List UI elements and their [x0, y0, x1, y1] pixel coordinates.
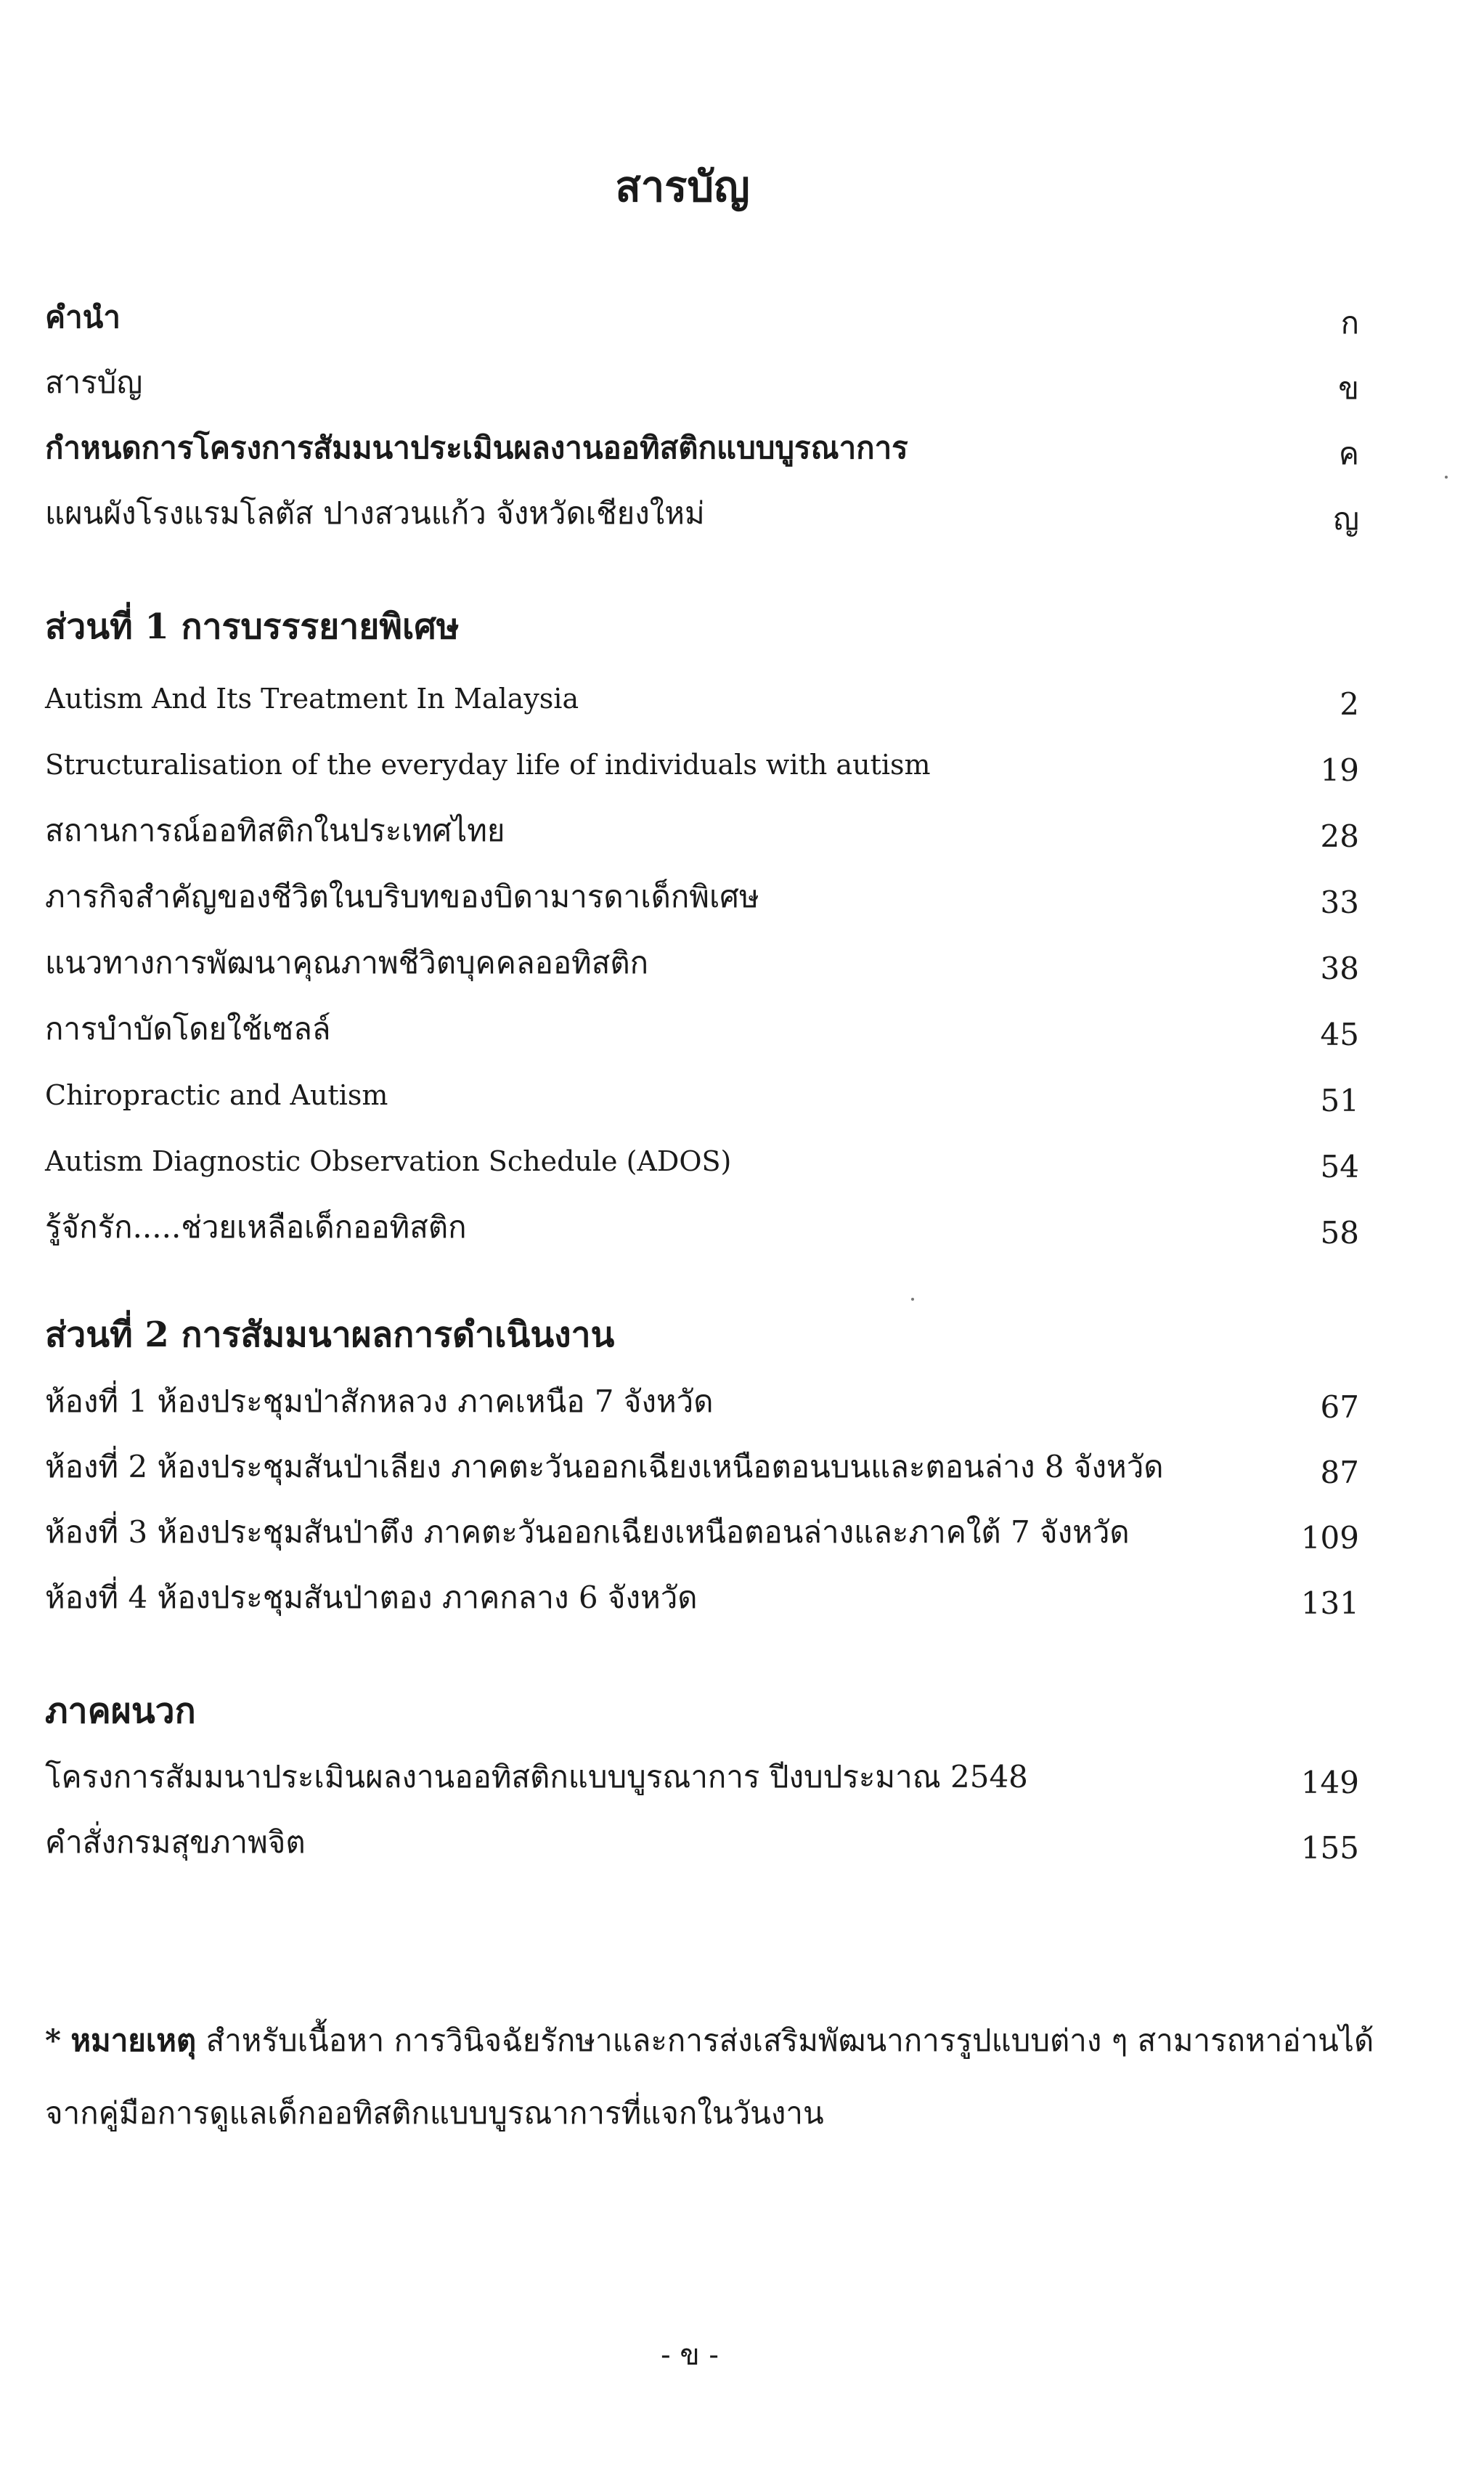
toc-entry-preface[interactable]	[45, 294, 1359, 341]
toc-entry-label: คำนำ	[45, 299, 121, 335]
toc-entry-label: สารบัญ	[45, 365, 143, 400]
toc-entry[interactable]	[45, 1006, 1359, 1052]
toc-entry[interactable]	[45, 1444, 1359, 1490]
toc-entry-label: ห้องที่ 1 ห้องประชุมป่าสักหลวง ภาคเหนือ 7 จังหวัด	[45, 1383, 714, 1419]
toc-entry[interactable]	[45, 808, 1359, 854]
page-number-footer: - ข -	[661, 2338, 719, 2372]
toc-entry-label: คำสั่งกรมสุขภาพจิต	[45, 1824, 306, 1860]
toc-entry-page: 33	[1320, 885, 1359, 920]
toc-entry[interactable]	[45, 874, 1359, 920]
toc-entry-label: รู้จักรัก.....ช่วยเหลือเด็กออทิสติก	[45, 1209, 467, 1245]
toc-entry-page: ญ	[1333, 501, 1359, 537]
toc-entry[interactable]	[45, 1819, 1359, 1866]
toc-entry-page: 51	[1320, 1083, 1359, 1118]
toc-entry-label: โครงการสัมมนาประเมินผลงานออทิสติกแบบบูรณาการ ปีงบประมาณ 2548	[45, 1759, 1028, 1795]
page-title: สารบัญ	[615, 162, 750, 211]
toc-entry-label: แผนผังโรงแรมโลตัส ปางสวนแก้ว จังหวัดเชียงใหม่	[45, 495, 705, 531]
toc-entry[interactable]	[45, 675, 1359, 722]
toc-entry-label: สถานการณ์ออทิสติกในประเทศไทย	[45, 813, 505, 848]
toc-entry[interactable]	[45, 1509, 1359, 1556]
section-heading-appendix: ภาคผนวก	[45, 1691, 196, 1731]
footnote-label: หมายเหตุ	[70, 2023, 197, 2058]
toc-entry-page: 87	[1320, 1455, 1359, 1490]
toc-entry-page: 38	[1320, 951, 1359, 986]
toc-entry[interactable]	[45, 1754, 1359, 1800]
section-heading-part1: ส่วนที่ 1 การบรรรยายพิเศษ	[45, 606, 460, 647]
toc-entry-label: การบำบัดโดยใช้เซลล์	[45, 1011, 331, 1047]
toc-entry[interactable]	[45, 1072, 1359, 1118]
toc-entry[interactable]	[45, 1574, 1359, 1621]
scan-speck	[1445, 476, 1448, 479]
toc-entry[interactable]	[45, 1204, 1359, 1251]
toc-entry-page: ค	[1338, 436, 1359, 471]
toc-entry-page: 2	[1340, 686, 1359, 722]
toc-entry-label: กำหนดการโครงการสัมมนาประเมินผลงานออทิสติกแบบบูรณาการ	[45, 430, 908, 466]
toc-entry-page: 54	[1320, 1149, 1359, 1184]
toc-entry-page: 67	[1320, 1389, 1359, 1425]
footnote-text: สำหรับเนื้อหา การวินิจฉัยรักษาและการส่งเสริมพัฒนาการรูปแบบต่าง ๆ สามารถหาอ่านได้จากคู่มือการดูแลเด็กออทิสติกแบบบูรณาการที่แจกในวันงาน	[45, 2023, 1374, 2131]
toc-entry[interactable]	[45, 1378, 1359, 1425]
toc-entry-label: Autism And Its Treatment In Malaysia	[45, 683, 579, 715]
toc-entry-page: 109	[1300, 1520, 1359, 1556]
toc-entry-label: แนวทางการพัฒนาคุณภาพชีวิตบุคคลออทิสติก	[45, 945, 649, 980]
toc-entry-page: 28	[1320, 818, 1359, 854]
toc-entry-contents[interactable]	[45, 359, 1359, 406]
footnote	[45, 2004, 1395, 2150]
toc-entry-page: 131	[1300, 1585, 1359, 1621]
toc-entry-label: Autism Diagnostic Observation Schedule (ADOS)	[45, 1145, 732, 1177]
toc-entry-hotel-map[interactable]	[45, 490, 1359, 537]
footnote-marker: *	[45, 2023, 61, 2058]
toc-entry-label: Structuralisation of the everyday life of individuals with autism	[45, 749, 931, 781]
toc-entry-schedule[interactable]	[45, 425, 1359, 471]
toc-entry[interactable]	[45, 1138, 1359, 1184]
toc-entry-label: ห้องที่ 4 ห้องประชุมสันป่าตอง ภาคกลาง 6 จังหวัด	[45, 1580, 698, 1615]
scan-speck	[911, 1298, 914, 1301]
toc-entry-page: 45	[1320, 1017, 1359, 1052]
toc-entry[interactable]	[45, 741, 1359, 788]
toc-entry[interactable]	[45, 940, 1359, 986]
toc-entry-page: 19	[1320, 752, 1359, 788]
toc-entry-page: 58	[1320, 1215, 1359, 1251]
toc-entry-page: 149	[1300, 1765, 1359, 1800]
toc-entry-page: ก	[1340, 305, 1359, 341]
toc-entry-label: Chiropractic and Autism	[45, 1079, 388, 1111]
toc-entry-label: ห้องที่ 3 ห้องประชุมสันป่าตึง ภาคตะวันออกเฉียงเหนือตอนล่างและภาคใต้ 7 จังหวัด	[45, 1514, 1130, 1550]
toc-entry-label: ภารกิจสำคัญของชีวิตในบริบทของบิดามารดาเด็กพิเศษ	[45, 879, 759, 914]
section-heading-part2: ส่วนที่ 2 การสัมมนาผลการดำเนินงาน	[45, 1314, 615, 1355]
toc-entry-page: 155	[1300, 1830, 1359, 1866]
toc-entry-label: ห้องที่ 2 ห้องประชุมสันป่าเลียง ภาคตะวันออกเฉียงเหนือตอนบนและตอนล่าง 8 จังหวัด	[45, 1449, 1164, 1484]
toc-entry-page: ข	[1338, 370, 1359, 406]
